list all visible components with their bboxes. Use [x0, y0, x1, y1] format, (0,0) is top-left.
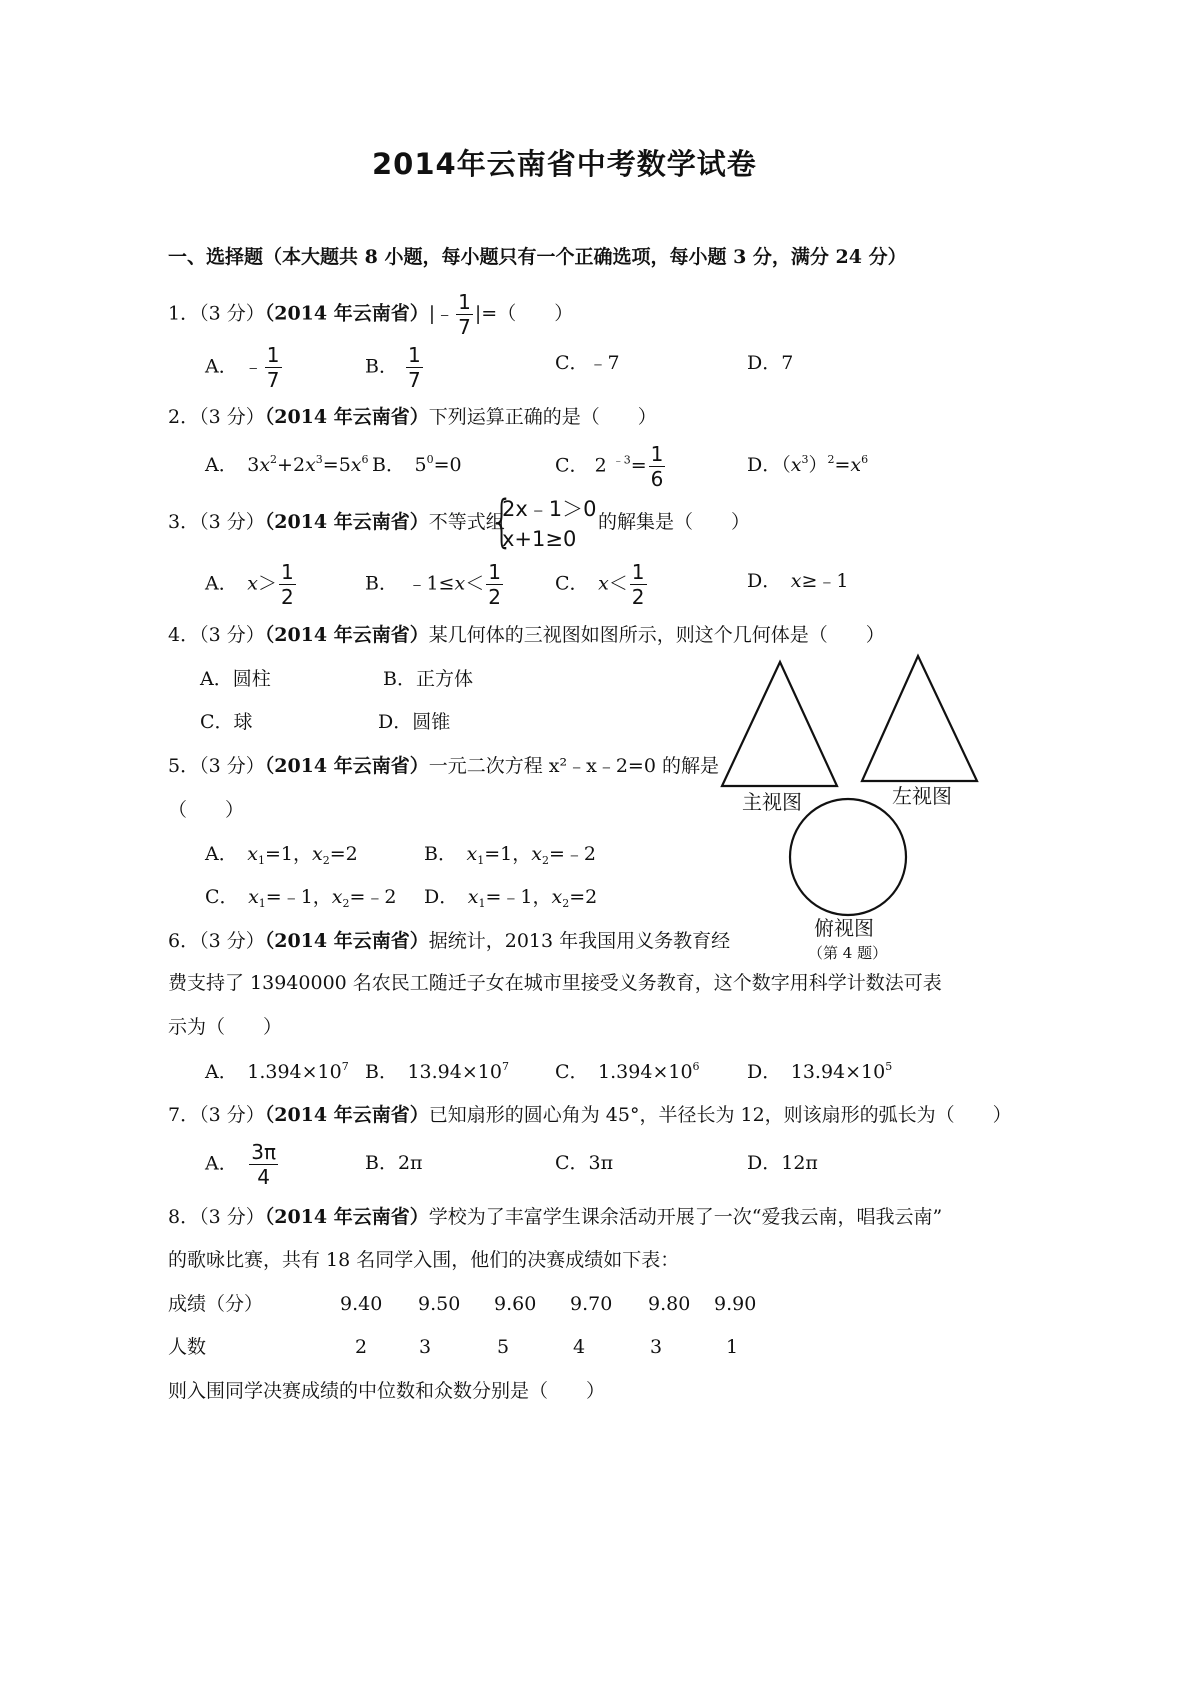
- question-8-line2: 的歌咏比赛，共有 18 名同学入围，他们的决赛成绩如下表：: [168, 1249, 680, 1271]
- option-6a: A． $1.394\times 10^7$: [205, 1060, 349, 1083]
- question-4: 4．（3 分）（2014 年云南省）某几何体的三视图如图所示，则这个几何体是（ ）: [168, 624, 885, 646]
- count-cell: 2: [355, 1336, 368, 1358]
- option-5c: C． $x_1=﹣1$，$x_2=﹣2$: [205, 886, 397, 910]
- option-2b: B． $5^0=0$: [372, 453, 462, 476]
- front-view-triangle: [722, 662, 837, 786]
- option-1c: C．﹣7: [555, 352, 620, 374]
- score-cell: 9.40: [340, 1293, 383, 1315]
- question-6-line3: 示为（ ）: [168, 1016, 283, 1038]
- option-7d: D．12π: [747, 1152, 818, 1174]
- question-6: 6．（3 分）（2014 年云南省）据统计，2013 年我国用义务教育经: [168, 930, 731, 952]
- front-view-label: 主视图: [742, 790, 802, 814]
- count-cell: 3: [419, 1336, 432, 1358]
- option-5d: D． $x_1=﹣1$，$x_2=2$: [424, 886, 598, 910]
- question-2: 2．（3 分）（2014 年云南省）下列运算正确的是（ ）: [168, 406, 657, 428]
- option-7b: B．2π: [365, 1152, 423, 1174]
- option-6d: D． $13.94\times 10^5$: [747, 1060, 893, 1083]
- fraction: $\frac{1}{7}$: [458, 290, 471, 339]
- question-6-line2: 费支持了 13940000 名农民工随迁子女在城市里接受义务教育，这个数字用科学计数法可表: [168, 972, 942, 994]
- score-cell: 9.90: [714, 1293, 757, 1315]
- option-3a: A． x＞ $\frac{1}{2}$: [205, 560, 294, 609]
- count-cell: 1: [726, 1336, 739, 1358]
- score-cell: 9.50: [418, 1293, 461, 1315]
- inequality-system: 2x﹣1＞0 x+1≥0: [502, 497, 597, 551]
- option-2c: C． 2 $^{﹣3}$= $\frac{1}{6}$: [555, 442, 664, 491]
- count-cell: 4: [573, 1336, 586, 1358]
- option-4c: C．球: [200, 711, 253, 733]
- option-6b: B． $13.94\times 10^7$: [365, 1060, 509, 1083]
- question-3-tail: 的解集是（ ）: [598, 511, 751, 533]
- count-cell: 5: [497, 1336, 510, 1358]
- option-5b: B． $x_1=1$，$x_2=﹣2$: [424, 843, 596, 867]
- question-7: 7．（3 分）（2014 年云南省）已知扇形的圆心角为 45°，半径长为 12，则该扇形的弧长为（ ）: [168, 1104, 1012, 1126]
- figure-caption: （第 4 题）: [808, 944, 888, 962]
- system-brace: {: [489, 489, 515, 554]
- score-cell: 9.80: [648, 1293, 691, 1315]
- side-view-triangle: [862, 656, 977, 781]
- question-8: 8．（3 分）（2014 年云南省）学校为了丰富学生课余活动开展了一次“爱我云南，唱我云南”: [168, 1206, 943, 1228]
- option-3c: C． x＜ $\frac{1}{2}$: [555, 560, 645, 609]
- section-heading: 一、选择题（本大题共 8 小题，每小题只有一个正确选项，每小题 3 分，满分 24 分）: [168, 246, 907, 268]
- option-6c: C． $1.394\times 10^6$: [555, 1060, 700, 1083]
- question-8-ask: 则入围同学决赛成绩的中位数和众数分别是（ ）: [168, 1380, 606, 1402]
- option-1d: D．7: [747, 352, 794, 374]
- option-4d: D．圆锥: [378, 711, 451, 733]
- score-cell: 9.70: [570, 1293, 613, 1315]
- question-5-paren: （ ）: [168, 799, 245, 821]
- option-1b: B． $\frac{1}{7}$: [365, 343, 421, 392]
- count-row-label: 人数: [168, 1336, 207, 1358]
- option-3b: B． ﹣1≤x＜ $\frac{1}{2}$: [365, 560, 501, 609]
- question-3: 3．（3 分）（2014 年云南省）不等式组: [168, 511, 505, 533]
- option-2a: A． $3x^2+2x^3=5x^6$: [205, 453, 369, 476]
- side-view-label: 左视图: [892, 784, 952, 808]
- option-5a: A． $x_1=1$，$x_2=2$: [205, 843, 358, 867]
- option-7a: A． $\frac{3\pi}{4}$: [205, 1140, 277, 1189]
- option-4b: B．正方体: [383, 668, 473, 690]
- option-4a: A．圆柱: [200, 668, 271, 690]
- question-1: 1．（3 分）（2014 年云南省）|﹣ $\frac{1}{7}$ |=（ ）: [168, 290, 574, 339]
- page-title: 2014年云南省中考数学试卷: [372, 147, 757, 181]
- top-view-label: 俯视图: [814, 916, 874, 940]
- count-cell: 3: [650, 1336, 663, 1358]
- option-7c: C．3π: [555, 1152, 614, 1174]
- score-row-label: 成绩（分）: [168, 1293, 264, 1315]
- option-2d: D．$(x^3)^2=x^6$: [747, 453, 869, 476]
- question-5: 5．（3 分）（2014 年云南省）一元二次方程 x²﹣x﹣2=0 的解是: [168, 755, 719, 777]
- top-view-circle: [790, 799, 906, 915]
- option-3d: D． x≥﹣1: [747, 570, 849, 592]
- score-cell: 9.60: [494, 1293, 537, 1315]
- option-1a: A． ﹣ $\frac{1}{7}$: [205, 343, 280, 392]
